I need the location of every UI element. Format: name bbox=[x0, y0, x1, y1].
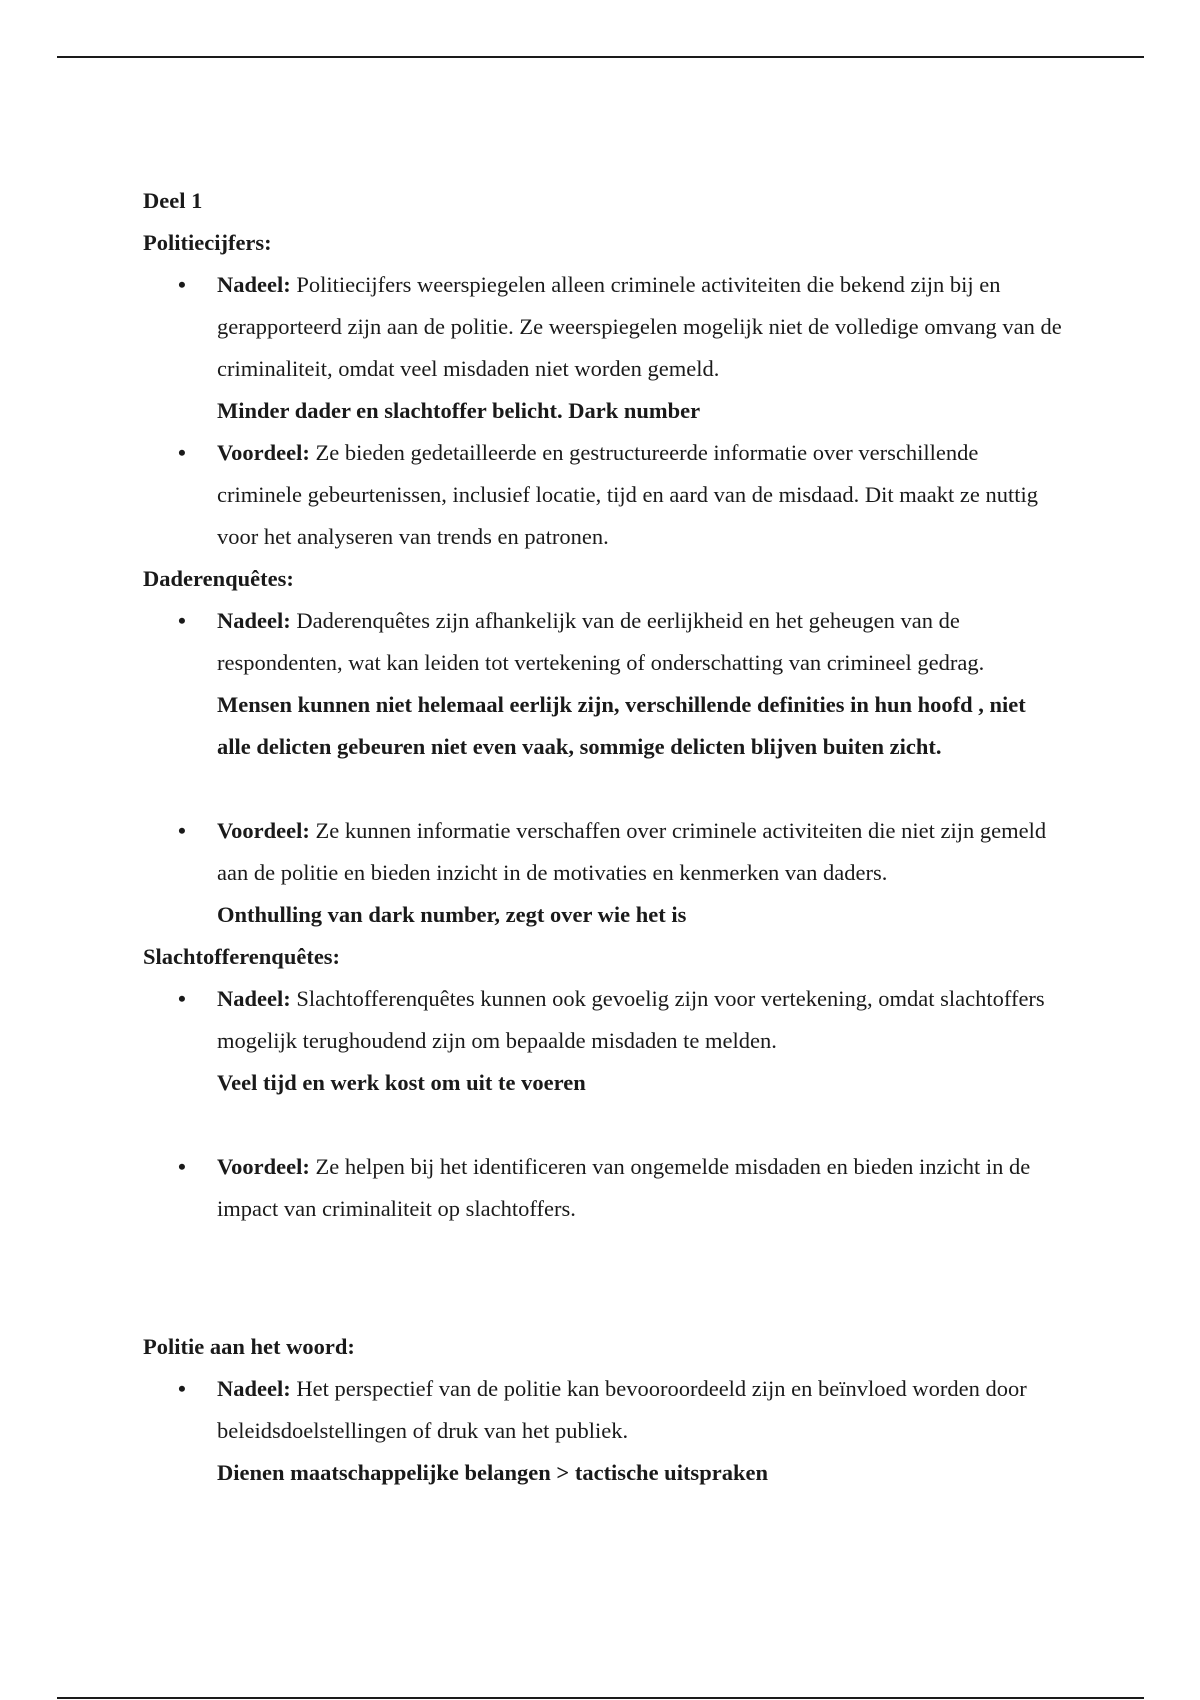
bullet-icon: • bbox=[178, 818, 186, 843]
item-text: Het perspectief van de politie kan bevooroordeeld zijn en beïnvloed worden door beleidsdoelstellingen of druk van het publiek. bbox=[217, 1376, 1027, 1443]
item-label: Nadeel: bbox=[217, 986, 291, 1011]
item-label: Nadeel: bbox=[217, 272, 291, 297]
bullet-list bbox=[143, 978, 1063, 1230]
item-label: Nadeel: bbox=[217, 608, 291, 633]
list-item bbox=[143, 810, 1063, 936]
list-item bbox=[143, 600, 1063, 768]
bullet-icon: • bbox=[178, 272, 186, 297]
section-heading: Politiecijfers: bbox=[143, 230, 272, 255]
item-text: Politiecijfers weerspiegelen alleen criminele activiteiten die bekend zijn bij en gerapporteerd zijn aan de politie. Ze weerspiegelen mogelijk niet de volledige omvang van de criminaliteit, omdat veel misdaden niet worden gemeld. bbox=[217, 272, 1062, 381]
bullet-icon: • bbox=[178, 1154, 186, 1179]
blank-line bbox=[143, 768, 1063, 810]
item-label: Voordeel: bbox=[217, 1154, 310, 1179]
item-note: Onthulling van dark number, zegt over wie het is bbox=[217, 902, 687, 927]
item-label: Nadeel: bbox=[217, 1376, 291, 1401]
item-text: Ze kunnen informatie verschaffen over criminele activiteiten die niet zijn gemeld aan de politie en bieden inzicht in de motivaties en kenmerken van daders. bbox=[217, 818, 1047, 885]
item-text: Ze helpen bij het identificeren van ongemelde misdaden en bieden inzicht in de impact van criminaliteit op slachtoffers. bbox=[217, 1154, 1031, 1221]
item-note: Dienen maatschappelijke belangen > tactische uitspraken bbox=[217, 1460, 768, 1485]
item-text: Slachtofferenquêtes kunnen ook gevoelig zijn voor vertekening, omdat slachtoffers mogelijk terughoudend zijn om bepaalde misdaden te melden. bbox=[217, 986, 1045, 1053]
list-item bbox=[143, 1146, 1063, 1230]
part-title: Deel 1 bbox=[143, 188, 203, 213]
blank-line bbox=[143, 1104, 1063, 1146]
bullet-list bbox=[143, 1368, 1063, 1494]
list-item bbox=[143, 264, 1063, 432]
list-item bbox=[143, 1368, 1063, 1494]
item-note: Minder dader en slachtoffer belicht. Dark number bbox=[217, 398, 701, 423]
bullet-list bbox=[143, 600, 1063, 936]
bullet-icon: • bbox=[178, 440, 186, 465]
item-note: Mensen kunnen niet helemaal eerlijk zijn, verschillende definities in hun hoofd , niet alle delicten gebeuren niet even vaak, sommige delicten blijven buiten zicht. bbox=[217, 692, 1026, 759]
item-text: Daderenquêtes zijn afhankelijk van de eerlijkheid en het geheugen van de respondenten, wat kan leiden tot vertekening of onderschatting van crimineel gedrag. bbox=[217, 608, 985, 675]
item-label: Voordeel: bbox=[217, 818, 310, 843]
item-note: Veel tijd en werk kost om uit te voeren bbox=[217, 1070, 586, 1095]
list-item bbox=[143, 432, 1063, 558]
list-item bbox=[143, 978, 1063, 1104]
section-heading: Daderenquêtes: bbox=[143, 566, 294, 591]
bottom-rule bbox=[57, 1697, 1144, 1699]
bullet-icon: • bbox=[178, 608, 186, 633]
top-rule bbox=[57, 56, 1144, 58]
bullet-icon: • bbox=[178, 986, 186, 1011]
section-heading: Slachtofferenquêtes: bbox=[143, 944, 341, 969]
blank-gap bbox=[143, 1230, 1063, 1326]
bullet-list bbox=[143, 264, 1063, 558]
section-heading: Politie aan het woord: bbox=[143, 1334, 355, 1359]
document-body bbox=[143, 180, 1063, 1494]
item-label: Voordeel: bbox=[217, 440, 310, 465]
item-text: Ze bieden gedetailleerde en gestructureerde informatie over verschillende criminele gebeurtenissen, inclusief locatie, tijd en aard van de misdaad. Dit maakt ze nuttig voor het analyseren van trends en patronen. bbox=[217, 440, 1038, 549]
bullet-icon: • bbox=[178, 1376, 186, 1401]
